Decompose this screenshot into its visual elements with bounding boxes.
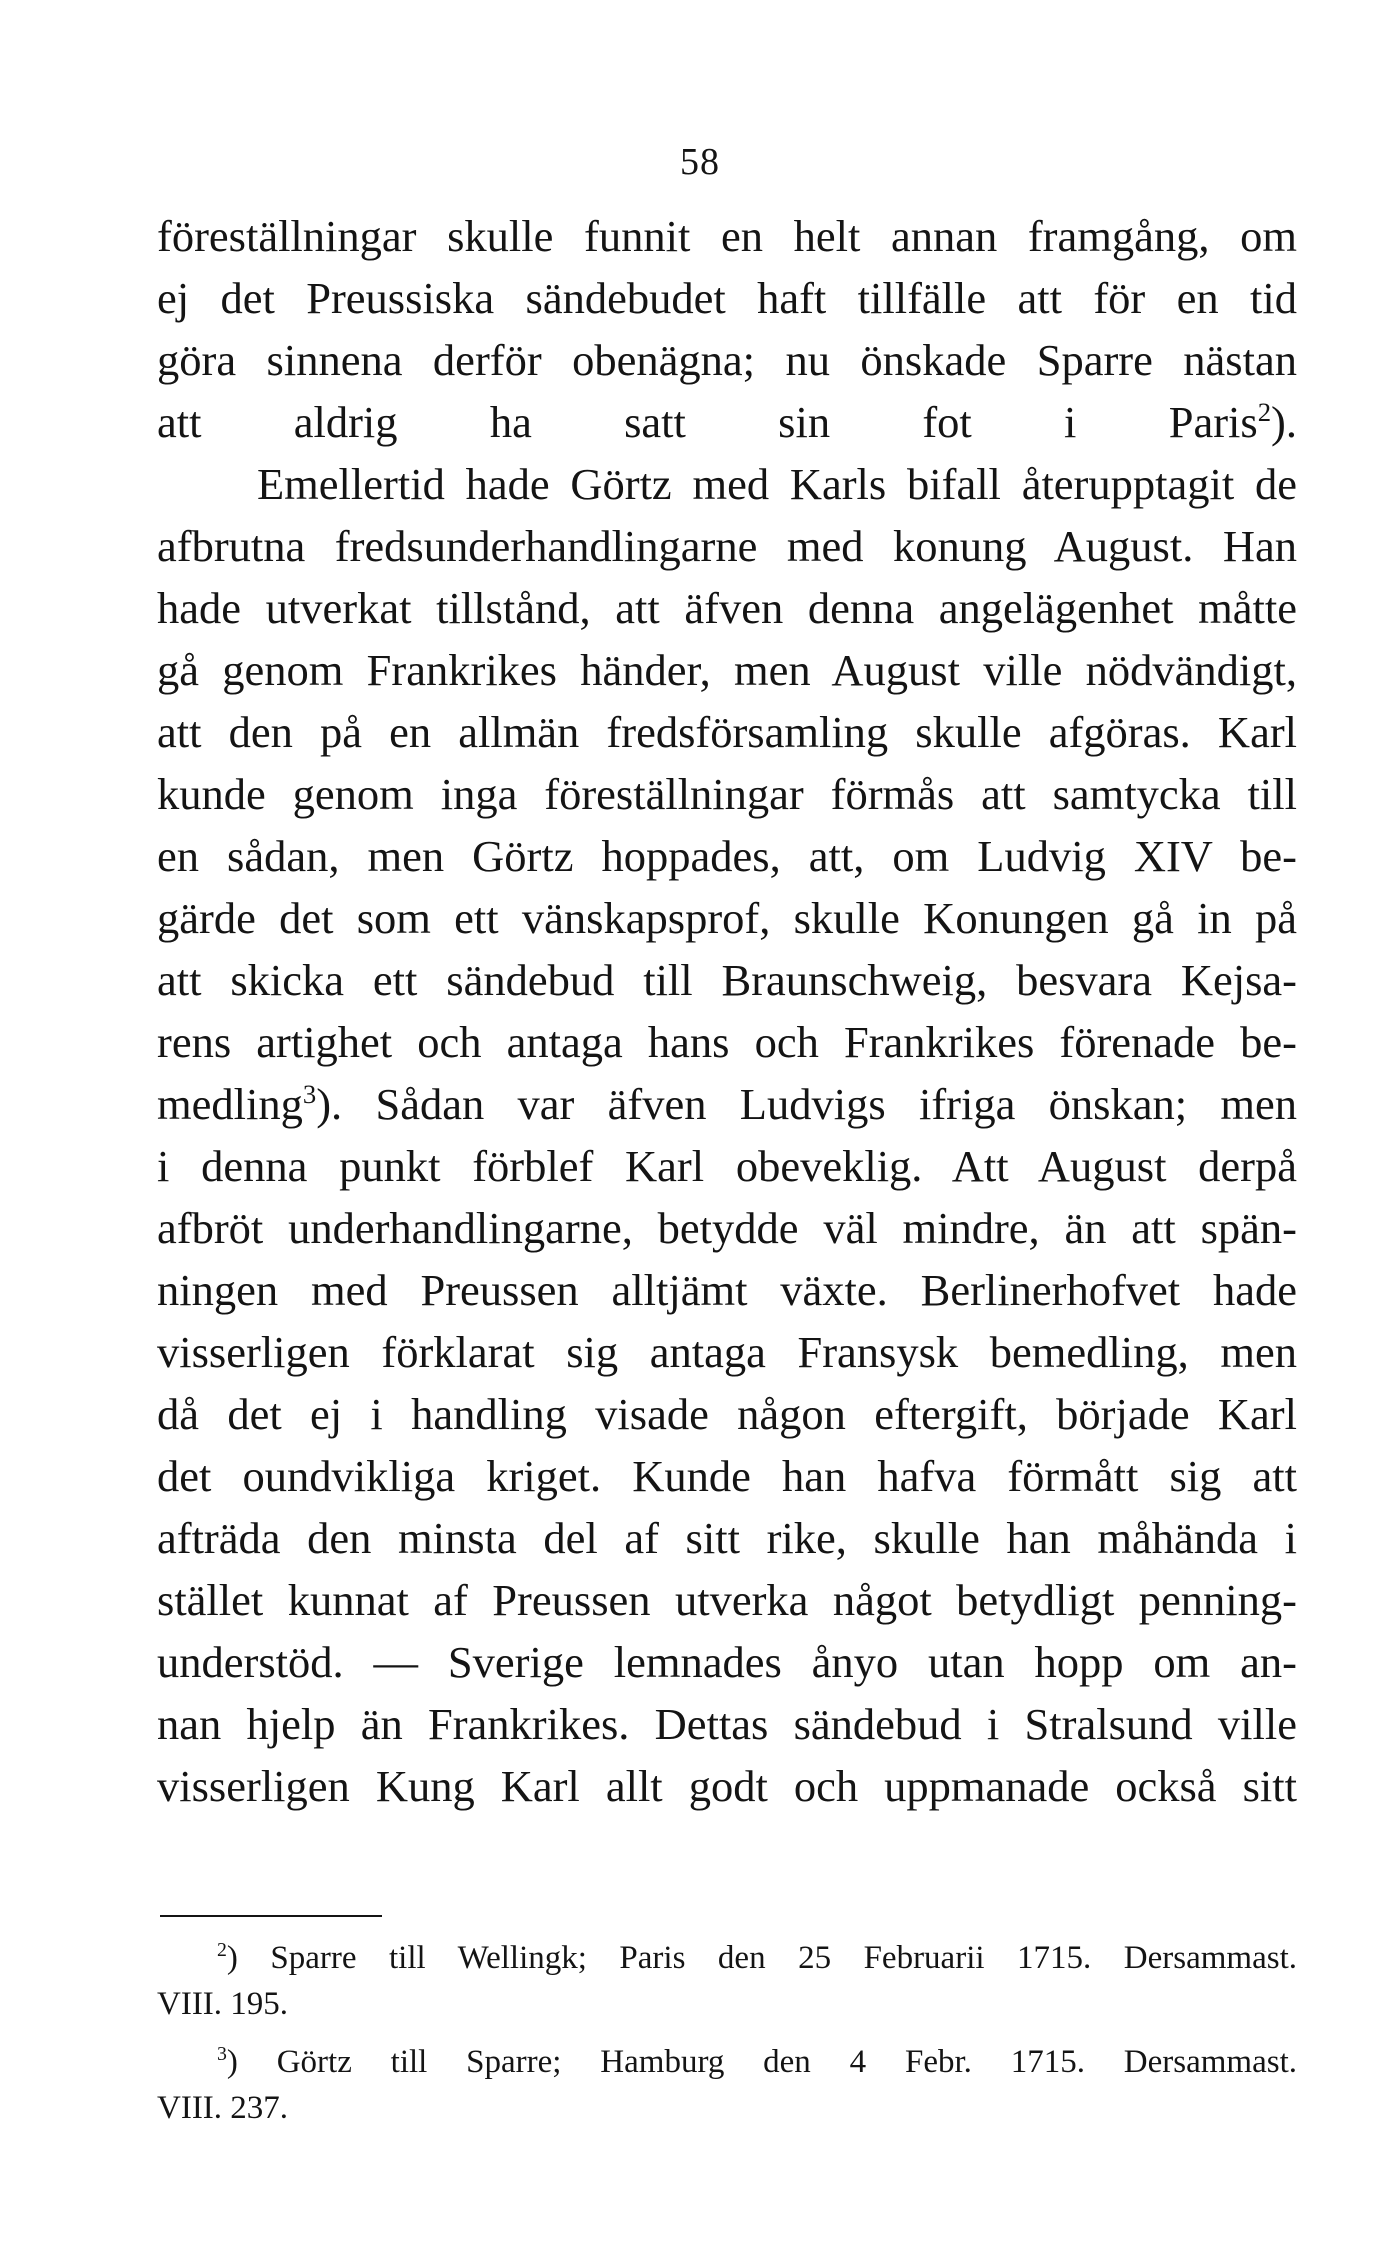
text-line-content: en sådan, men Görtz hoppades, att, om Ludvig XIV be- — [157, 831, 1297, 881]
text-line-content: afträda den minsta del af sitt rike, skulle han måhända i — [157, 1513, 1297, 1563]
text-line — [157, 1755, 1297, 1817]
text-line-content: göra sinnena derför obenägna; nu önskade Sparre nästan — [157, 335, 1297, 385]
text-line — [157, 1445, 1297, 1507]
text-line-content: stället kunnat af Preussen utverka något betydligt penning- — [157, 1575, 1297, 1625]
text-line-content: visserligen Kung Karl allt godt och uppmanade också sitt — [157, 1761, 1297, 1811]
text-line-content: understöd. — Sverige lemnades ånyo utan hopp om an- — [157, 1637, 1297, 1687]
text-line — [157, 1631, 1297, 1693]
text-line — [157, 763, 1297, 825]
footnote-reference: 2 — [1257, 396, 1272, 427]
text-line — [157, 949, 1297, 1011]
text-line — [157, 701, 1297, 763]
text-line-content: gå genom Frankrikes händer, men August ville nödvändigt, — [157, 645, 1297, 695]
text-line — [157, 1011, 1297, 1073]
text-line — [157, 1321, 1297, 1383]
text-line-content: gärde det som ett vänskapsprof, skulle Konungen gå in på — [157, 893, 1297, 943]
footnote-reference: 3 — [302, 1078, 317, 1109]
text-line — [157, 1383, 1297, 1445]
text-line — [157, 453, 1297, 515]
text-line-content: att den på en allmän fredsförsamling skulle afgöras. Karl — [157, 707, 1297, 757]
footnote-marker: 3 — [217, 2043, 227, 2066]
text-line-content: Emellertid hade Görtz med Karls bifall återupptagit de — [257, 459, 1297, 509]
text-line-content: kunde genom inga föreställningar förmås att samtycka till — [157, 769, 1297, 819]
text-line-continuation: ). Sådan var äfven Ludvigs ifriga önskan; men — [316, 1079, 1297, 1129]
text-line — [157, 1259, 1297, 1321]
text-line — [157, 1135, 1297, 1197]
text-line-content: att aldrig ha satt sin fot i Paris — [157, 397, 1258, 447]
text-line-content: i denna punkt förblef Karl obeveklig. Att August derpå — [157, 1141, 1297, 1191]
text-line-content: då det ej i handling visade någon eftergift, började Karl — [157, 1389, 1297, 1439]
text-line — [157, 577, 1297, 639]
text-line-content: hade utverkat tillstånd, att äfven denna angelägenhet måtte — [157, 583, 1297, 633]
text-line-content: afbröt underhandlingarne, betydde väl mindre, än att spän- — [157, 1203, 1297, 1253]
footnote-continuation: VIII. 195. — [157, 1986, 289, 2022]
body-text — [157, 205, 1297, 1817]
text-line-content: rens artighet och antaga hans och Frankrikes förenade be- — [157, 1017, 1297, 1067]
text-line-content: föreställningar skulle funnit en helt annan framgång, om — [157, 211, 1297, 261]
text-line-continuation: ). — [1271, 397, 1297, 447]
text-line-content: det oundvikliga kriget. Kunde han hafva förmått sig att — [157, 1451, 1297, 1501]
footnote-rule — [160, 1915, 382, 1917]
text-line — [157, 1569, 1297, 1631]
text-line-content: visserligen förklarat sig antaga Fransysk bemedling, men — [157, 1327, 1297, 1377]
footnote-marker: 2 — [217, 1939, 227, 1962]
text-line — [157, 515, 1297, 577]
footnote — [157, 2039, 1297, 2085]
text-line-content: nan hjelp än Frankrikes. Dettas sändebud i Stralsund ville — [157, 1699, 1297, 1749]
text-line — [157, 825, 1297, 887]
text-line — [157, 329, 1297, 391]
footnotes — [157, 1935, 1297, 2131]
text-line-content: ej det Preussiska sändebudet haft tillfälle att för en tid — [157, 273, 1297, 323]
text-line — [157, 1693, 1297, 1755]
text-line — [157, 1073, 1297, 1135]
text-line — [157, 639, 1297, 701]
page-number: 58 — [680, 141, 720, 183]
text-line — [157, 887, 1297, 949]
footnote-text: ) Sparre till Wellingk; Paris den 25 Februarii 1715. Dersammast. — [226, 1940, 1297, 1976]
text-line — [157, 267, 1297, 329]
footnote — [157, 1935, 1297, 1981]
text-line-content: afbrutna fredsunderhandlingarne med konung August. Han — [157, 521, 1297, 571]
footnote-continuation: VIII. 237. — [157, 2090, 289, 2126]
text-line — [157, 1197, 1297, 1259]
text-line — [157, 1507, 1297, 1569]
text-line — [157, 205, 1297, 267]
text-line-content: medling — [157, 1079, 303, 1129]
text-line — [157, 391, 1297, 453]
footnote-text: ) Görtz till Sparre; Hamburg den 4 Febr. 1715. Dersammast. — [226, 2044, 1297, 2080]
text-line-content: ningen med Preussen alltjämt växte. Berlinerhofvet hade — [157, 1265, 1297, 1315]
text-line-content: att skicka ett sändebud till Braunschweig, besvara Kejsa- — [157, 955, 1297, 1005]
